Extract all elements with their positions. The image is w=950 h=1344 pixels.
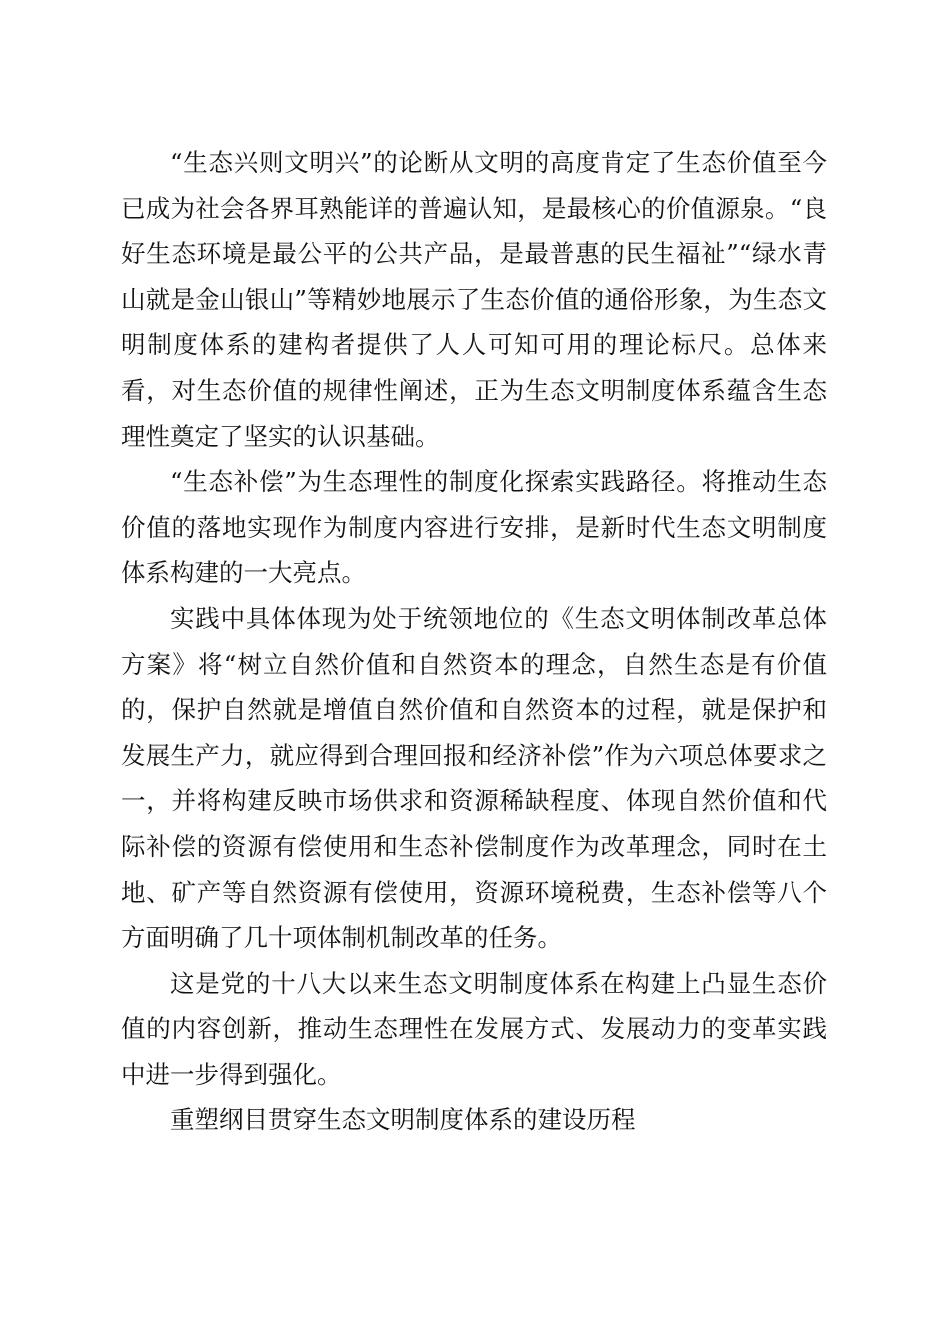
- paragraph-innovation: 这是党的十八大以来生态文明制度体系在构建上凸显生态价值的内容创新，推动生态理性在发展方式、发展动力的变革实践中进一步得到强化。: [121, 968, 827, 1089]
- paragraph-ecological-value: “生态兴则文明兴”的论断从文明的高度肯定了生态价值至今已成为社会各界耳熟能详的普遍认知，是最核心的价值源泉。“良好生态环境是最公平的公共产品，是最普惠的民生福祉”“绿水青山就是金山银山”等精妙地展示了生态价值的通俗形象，为生态文明制度体系的建构者提供了人人可知可用的理论标尺。总体来看，对生态价值的规律性阐述，正为生态文明制度体系蕴含生态理性奠定了坚实的认识基础。: [121, 148, 827, 451]
- paragraph-ecological-compensation: “生态补偿”为生态理性的制度化探索实践路径。将推动生态价值的落地实现作为制度内容进行安排，是新时代生态文明制度体系构建的一大亮点。: [121, 467, 827, 588]
- document-page: [121, 140, 827, 1143]
- paragraph-reform-plan: 实践中具体体现为处于统领地位的《生态文明体制改革总体方案》将“树立自然价值和自然资本的理念，自然生态是有价值的，保护自然就是增值自然价值和自然资本的过程，就是保护和发展生产力，就应得到合理回报和经济补偿”作为六项总体要求之一，并将构建反映市场供求和资源稀缺程度、体现自然价值和代际补偿的资源有偿使用和生态补偿制度作为改革理念，同时在土地、矿产等自然资源有偿使用，资源环境税费，生态补偿等八个方面明确了几十项体制机制改革的任务。: [121, 603, 827, 953]
- section-heading: 重塑纲目贯穿生态文明制度体系的建设历程: [170, 1105, 636, 1135]
